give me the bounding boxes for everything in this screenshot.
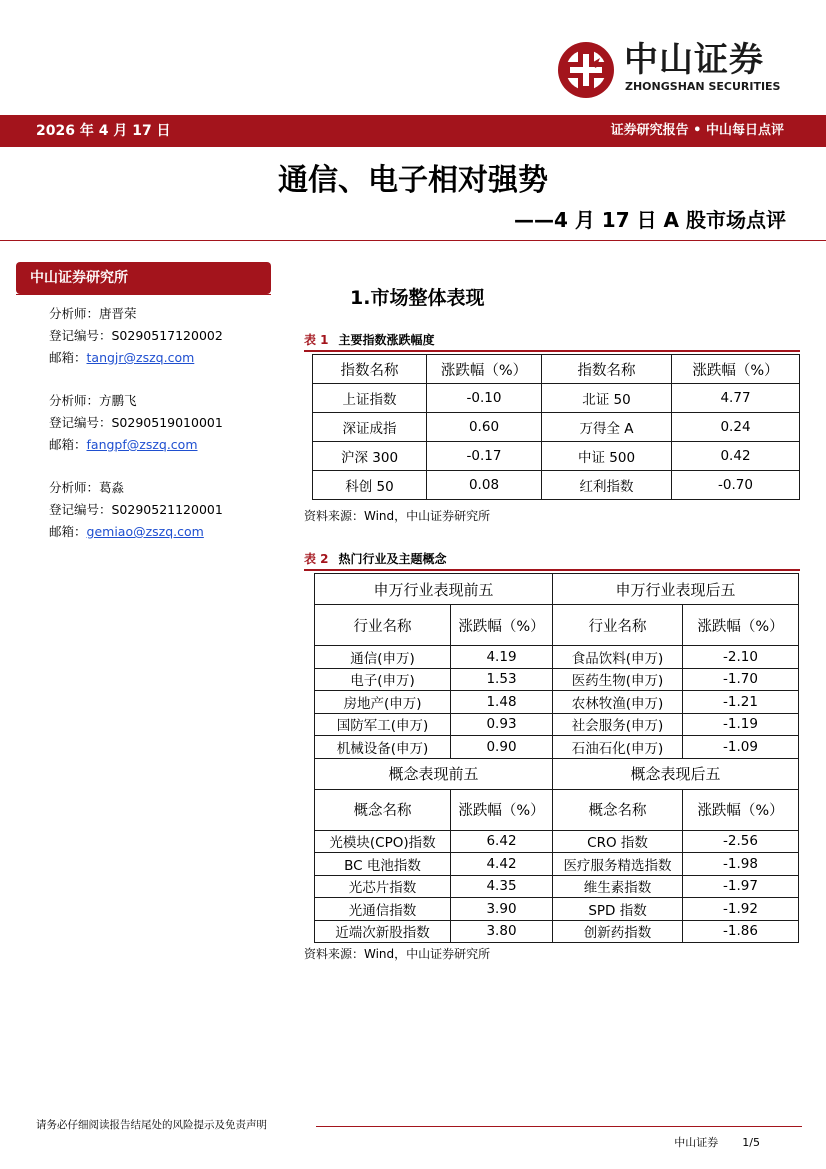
concept-name-cell: 光模块(CPO)指数 [315, 830, 451, 853]
table-row [313, 384, 800, 413]
analyst-name: 分析师：唐晋荣 [49, 306, 137, 321]
index-name-cell: 上证指数 [313, 384, 427, 413]
footer-rule [316, 1126, 802, 1127]
index-name-cell: 北证 50 [542, 384, 672, 413]
sector-concept-table [314, 573, 799, 943]
analyst-email-link[interactable]: tangjr@zszq.com [86, 350, 195, 365]
header-cell: 涨跌幅（%） [683, 605, 799, 646]
table-row [315, 691, 799, 714]
change-cell: -1.92 [683, 898, 799, 921]
change-cell: -1.21 [683, 691, 799, 714]
table1-caption [304, 332, 435, 348]
company-logo-icon [556, 40, 616, 100]
section-cell: 概念表现前五 [315, 758, 553, 789]
header-cell: 概念名称 [553, 789, 683, 830]
header-cell: 涨跌幅（%） [672, 355, 800, 384]
table2-caption-text: 热门行业及主题概念 [338, 552, 447, 566]
change-cell: 0.90 [451, 736, 553, 759]
sidebar-header-label: 中山证券研究所 [30, 270, 128, 286]
table1-caption-rule [304, 350, 800, 352]
index-name-cell: 万得全 A [542, 413, 672, 442]
change-cell: -0.17 [427, 442, 542, 471]
change-cell: 4.35 [451, 875, 553, 898]
analyst-block [49, 390, 223, 456]
header-cell: 指数名称 [542, 355, 672, 384]
industry-name-cell: 电子(申万) [315, 668, 451, 691]
change-cell: 1.48 [451, 691, 553, 714]
index-name-cell: 红利指数 [542, 471, 672, 500]
change-cell: -1.19 [683, 713, 799, 736]
change-cell: -0.10 [427, 384, 542, 413]
concept-name-cell: 光通信指数 [315, 898, 451, 921]
header-cell: 涨跌幅（%） [427, 355, 542, 384]
concept-name-cell: 光芯片指数 [315, 875, 451, 898]
industry-name-cell: 社会服务(申万) [553, 713, 683, 736]
table-row [315, 713, 799, 736]
footer-right [674, 1136, 760, 1150]
change-cell: 1.53 [451, 668, 553, 691]
change-cell: -2.10 [683, 646, 799, 669]
email-label: 邮箱： [49, 437, 87, 452]
header-cell: 涨跌幅（%） [683, 789, 799, 830]
analyst-email-link[interactable]: fangpf@zszq.com [86, 437, 198, 452]
sidebar-header [16, 262, 271, 294]
change-cell: 0.08 [427, 471, 542, 500]
title-divider [0, 240, 826, 241]
analyst-reg: 登记编号：S0290517120002 [49, 328, 223, 343]
section-heading: 1.市场整体表现 [350, 287, 485, 309]
analyst-email-row [49, 521, 223, 543]
change-cell: 4.42 [451, 853, 553, 876]
table1-caption-text: 主要指数涨跌幅度 [338, 333, 435, 347]
report-date: 2026 年 4 月 17 日 [36, 123, 171, 139]
table-row [315, 898, 799, 921]
industry-name-cell: 国防军工(申万) [315, 713, 451, 736]
report-title: 通信、电子相对强势 [278, 163, 548, 198]
table2-number: 表 2 [304, 552, 329, 566]
table-section-row [315, 574, 799, 605]
report-type: 证券研究报告 • 中山每日点评 [610, 123, 784, 138]
header-cell: 涨跌幅（%） [451, 789, 553, 830]
industry-name-cell: 石油石化(申万) [553, 736, 683, 759]
table-section-row [315, 758, 799, 789]
change-cell: -1.98 [683, 853, 799, 876]
disclaimer-note: 请务必仔细阅读报告结尾处的风险提示及免责声明 [36, 1119, 267, 1131]
change-cell: 4.19 [451, 646, 553, 669]
header-cell: 行业名称 [315, 605, 451, 646]
index-name-cell: 沪深 300 [313, 442, 427, 471]
concept-name-cell: 创新药指数 [553, 920, 683, 943]
table-row [315, 646, 799, 669]
change-cell: 3.80 [451, 920, 553, 943]
report-subtitle: ——4 月 17 日 A 股市场点评 [513, 208, 786, 232]
industry-name-cell: 房地产(申万) [315, 691, 451, 714]
table-row [315, 830, 799, 853]
table2-caption [304, 551, 447, 567]
analyst-email-row [49, 434, 223, 456]
section-cell: 申万行业表现前五 [315, 574, 553, 605]
concept-name-cell: BC 电池指数 [315, 853, 451, 876]
table-header-row [315, 789, 799, 830]
analyst-name: 分析师：葛淼 [49, 480, 125, 495]
industry-name-cell: 机械设备(申万) [315, 736, 451, 759]
analyst-reg: 登记编号：S0290521120001 [49, 502, 223, 517]
email-label: 邮箱： [49, 350, 87, 365]
email-label: 邮箱： [49, 524, 87, 539]
change-cell: -1.97 [683, 875, 799, 898]
table-row [315, 736, 799, 759]
industry-name-cell: 医药生物(申万) [553, 668, 683, 691]
change-cell: 0.60 [427, 413, 542, 442]
table-row [315, 920, 799, 943]
change-cell: -1.09 [683, 736, 799, 759]
table-row [315, 668, 799, 691]
change-cell: 0.93 [451, 713, 553, 736]
table1-source: 资料来源：Wind，中山证券研究所 [304, 509, 491, 523]
table-row [315, 853, 799, 876]
table-row [313, 413, 800, 442]
table2-caption-rule [304, 569, 800, 571]
change-cell: 0.24 [672, 413, 800, 442]
change-cell: 6.42 [451, 830, 553, 853]
table-row [313, 442, 800, 471]
change-cell: -1.70 [683, 668, 799, 691]
concept-name-cell: 医疗服务精选指数 [553, 853, 683, 876]
index-name-cell: 中证 500 [542, 442, 672, 471]
industry-name-cell: 通信(申万) [315, 646, 451, 669]
section-cell: 概念表现后五 [553, 758, 799, 789]
brand-name-en: ZHONGSHAN SECURITIES [625, 80, 781, 93]
change-cell: -2.56 [683, 830, 799, 853]
header-cell: 涨跌幅（%） [451, 605, 553, 646]
concept-name-cell: 近端次新股指数 [315, 920, 451, 943]
brand-name-cn: 中山证券 [624, 40, 764, 80]
index-table [312, 354, 800, 500]
change-cell: -1.86 [683, 920, 799, 943]
analyst-email-row [49, 347, 223, 369]
concept-name-cell: CRO 指数 [553, 830, 683, 853]
analyst-name: 分析师：方鹏飞 [49, 393, 137, 408]
analyst-email-link[interactable]: gemiao@zszq.com [86, 524, 204, 539]
sidebar-divider [16, 294, 271, 295]
analyst-block [49, 477, 223, 543]
page-number: 1/5 [742, 1136, 760, 1149]
change-cell: -0.70 [672, 471, 800, 500]
footer-brand: 中山证券 [674, 1136, 719, 1149]
table-header-row [315, 605, 799, 646]
industry-name-cell: 农林牧渔(申万) [553, 691, 683, 714]
table-header-row [313, 355, 800, 384]
header-cell: 概念名称 [315, 789, 451, 830]
header-cell: 行业名称 [553, 605, 683, 646]
table-row [315, 875, 799, 898]
table1-number: 表 1 [304, 333, 329, 347]
table2-source: 资料来源：Wind，中山证券研究所 [304, 947, 491, 961]
section-cell: 申万行业表现后五 [553, 574, 799, 605]
table-row [313, 471, 800, 500]
industry-name-cell: 食品饮料(申万) [553, 646, 683, 669]
concept-name-cell: 维生素指数 [553, 875, 683, 898]
header-cell: 指数名称 [313, 355, 427, 384]
index-name-cell: 科创 50 [313, 471, 427, 500]
analyst-block [49, 303, 223, 369]
analyst-reg: 登记编号：S0290519010001 [49, 415, 223, 430]
change-cell: 0.42 [672, 442, 800, 471]
index-name-cell: 深证成指 [313, 413, 427, 442]
change-cell: 3.90 [451, 898, 553, 921]
change-cell: 4.77 [672, 384, 800, 413]
header-band [0, 115, 826, 147]
concept-name-cell: SPD 指数 [553, 898, 683, 921]
